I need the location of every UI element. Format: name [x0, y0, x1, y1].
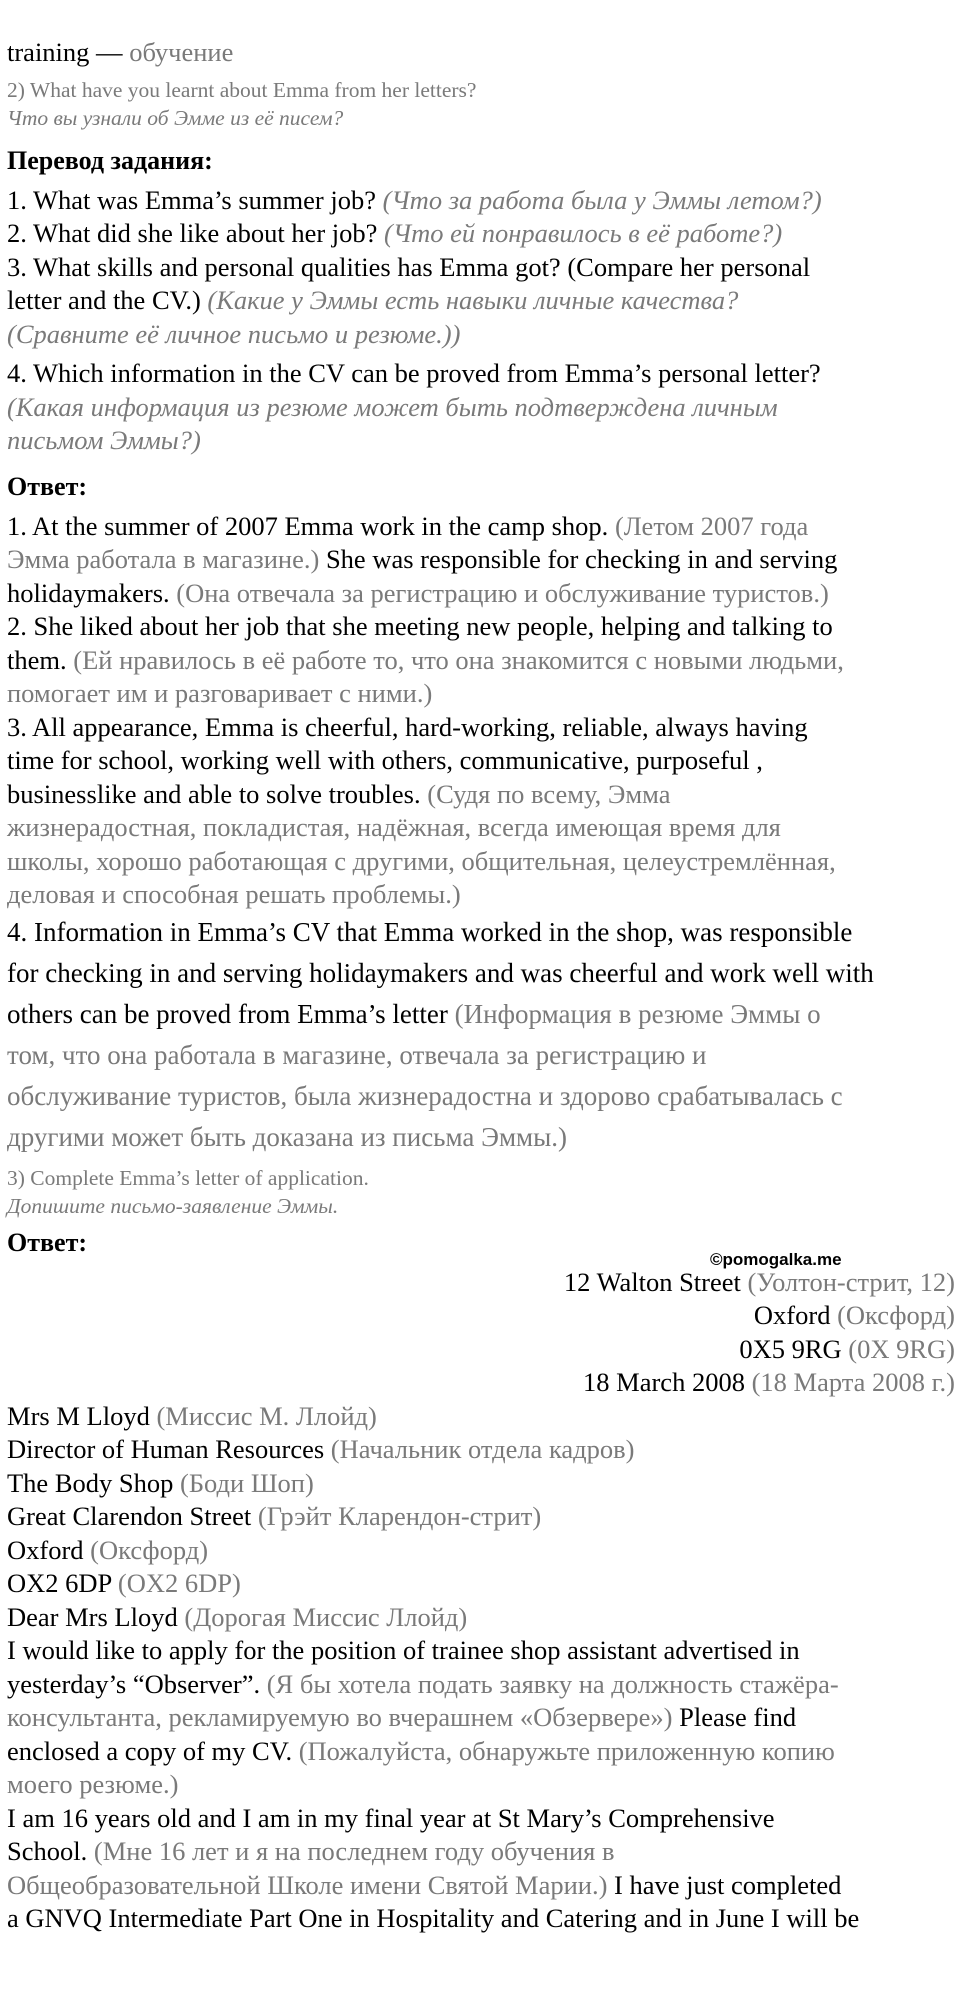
answer-line: holidaymakers. (Она отвечала за регистрацию и обслуживание туристов.)	[7, 577, 829, 608]
question-2-ru: Что вы узнали об Эмме из её писем?	[7, 105, 344, 130]
sender-address-line: Oxford (Оксфорд)	[753, 1300, 955, 1330]
task-line: letter and the CV.) (Какие у Эммы есть навыки личные качества?	[7, 285, 739, 315]
recipient-line: Mrs M Lloyd (Миссис М. Ллойд)	[7, 1400, 377, 1431]
document-page	[7, 0, 955, 1936]
vocab-en: training —	[7, 37, 123, 67]
question-3-en: 3) Complete Emma’s letter of application.	[7, 1165, 369, 1190]
recipient-line: The Body Shop (Боди Шоп)	[7, 1467, 314, 1498]
letter-line: a GNVQ Intermediate Part One in Hospitality and Catering and in June I will be	[7, 1903, 860, 1933]
recipient-line: Oxford (Оксфорд)	[7, 1534, 209, 1565]
answer-line: them. (Ей нравилось в её работе то, что она знакомится с новыми людьми,	[7, 644, 844, 675]
recipient-line: Great Clarendon Street (Грэйт Кларендон-стрит)	[7, 1501, 542, 1531]
question-3-ru: Допишите письмо-заявление Эммы.	[7, 1193, 339, 1218]
answer-4-line: for checking in and serving holidaymakers and was cheerful and work well with	[7, 957, 874, 988]
answer-line: 1. At the summer of 2007 Emma work in the camp shop. (Летом 2007 года	[7, 510, 809, 541]
vocab-ru: обучение	[122, 37, 234, 67]
answer-line: помогает им и разговаривает с ними.)	[7, 678, 433, 708]
task-heading: Перевод задания:	[7, 145, 213, 175]
answer-line: time for school, working well with others, communicative, purposeful ,	[7, 745, 763, 775]
salutation: Dear Mrs Lloyd (Дорогая Миссис Ллойд)	[7, 1601, 468, 1632]
task-line: 3. What skills and personal qualities has Emma got? (Compare her personal	[7, 251, 811, 282]
answer-line: школы, хорошо работающая с другими, общительная, целеустремлённая,	[7, 845, 836, 876]
answer-line: businesslike and able to solve troubles. (Судя по всему, Эмма	[7, 778, 671, 809]
answer-heading: Ответ:	[7, 471, 88, 501]
recipient-line: Director of Human Resources (Начальник отдела кадров)	[7, 1434, 635, 1464]
answer-4-line: обслуживание туристов, была жизнерадостна и здорово срабатывалась с	[7, 1080, 843, 1111]
letter-line: School. (Мне 16 лет и я на последнем году обучения в	[7, 1836, 615, 1866]
vocab-line	[7, 36, 955, 70]
letter-line: Общеобразовательной Школе имени Святой Марии.) I have just completed	[7, 1869, 842, 1900]
task-line: (Какая информация из резюме может быть подтверждена личным	[7, 391, 778, 422]
task-line: (Сравните её личное письмо и резюме.))	[7, 318, 461, 349]
answer-4-line: другими может быть доказана из письма Эммы.)	[7, 1121, 568, 1152]
answer-4-line: others can be proved from Emma’s letter (Информация в резюме Эммы о	[7, 998, 821, 1029]
answer-line: жизнерадостная, покладистая, надёжная, всегда имеющая время для	[7, 812, 781, 842]
letter-line: консультанта, рекламируемую во вчерашнем «Обзервере») Please find	[7, 1702, 797, 1732]
letter-line: enclosed a copy of my CV. (Пожалуйста, обнаружьте приложенную копию	[7, 1735, 835, 1766]
answer-line: 2. She liked about her job that she meeting new people, helping and talking to	[7, 611, 833, 641]
answer-line: Эмма работала в магазине.) She was responsible for checking in and serving	[7, 544, 838, 574]
sender-address-line: 12 Walton Street (Уолтон-стрит, 12)	[563, 1266, 955, 1297]
task-line: 2. What did she like about her job? (Что ей понравилось в её работе?)	[7, 218, 783, 248]
task-line: 4. Which information in the CV can be proved from Emma’s personal letter?	[7, 358, 821, 388]
letter-line: I am 16 years old and I am in my final year at St Mary’s Comprehensive	[7, 1802, 775, 1833]
letter-line: I would like to apply for the position of trainee shop assistant advertised in	[7, 1635, 800, 1665]
answer-line: деловая и способная решать проблемы.)	[7, 879, 461, 909]
answer-line: 3. All appearance, Emma is cheerful, hard-working, reliable, always having	[7, 711, 808, 742]
task-line: 1. What was Emma’s summer job? (Что за работа была у Эммы летом?)	[7, 184, 822, 215]
task-line: письмом Эммы?)	[7, 425, 201, 455]
letter-line: моего резюме.)	[7, 1769, 179, 1799]
sender-address-line: 0X5 9RG (0X 9RG)	[739, 1333, 955, 1364]
recipient-line: OX2 6DP (OX2 6DP)	[7, 1568, 241, 1598]
question-2-en: 2) What have you learnt about Emma from her letters?	[7, 77, 477, 102]
answer-4-line: том, что она работала в магазине, отвечала за регистрацию и	[7, 1039, 707, 1070]
answer-heading: Ответ:	[7, 1227, 88, 1257]
letter-date: 18 March 2008 (18 Марта 2008 г.)	[583, 1367, 955, 1397]
watermark-text: ©pomogalka.me	[710, 1250, 842, 1269]
letter-line: yesterday’s “Observer”. (Я бы хотела подать заявку на должность стажёра-	[7, 1668, 839, 1699]
answer-4-line: 4. Information in Emma’s CV that Emma worked in the shop, was responsible	[7, 916, 853, 947]
